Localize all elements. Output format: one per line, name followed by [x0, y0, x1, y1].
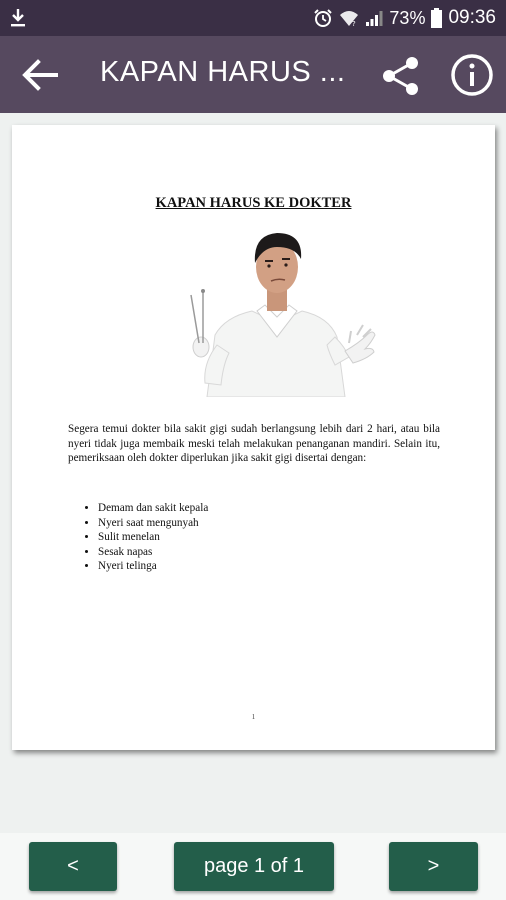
alarm-icon	[313, 8, 333, 28]
clock: 09:36	[448, 7, 496, 28]
symptom-list	[68, 501, 470, 574]
list-item: • Sulit menelan	[98, 530, 470, 545]
document-title: KAPAN HARUS KE DOKTER	[155, 195, 352, 211]
doctor-illustration	[177, 225, 377, 397]
pdf-viewer[interactable]	[0, 113, 506, 833]
app-bar	[0, 36, 506, 113]
list-item: • Demam dan sakit kepala	[98, 501, 470, 516]
info-icon[interactable]	[449, 52, 495, 98]
page-indicator-button[interactable]: page 1 of 1	[174, 842, 334, 891]
battery-percent: 73%	[389, 7, 426, 28]
battery-icon	[431, 8, 442, 28]
download-icon	[8, 6, 28, 30]
signal-icon	[365, 9, 383, 27]
list-item: • Nyeri telinga	[98, 559, 470, 574]
list-item: • Sesak napas	[98, 545, 470, 560]
bottom-navigation	[0, 833, 506, 900]
document-page	[12, 125, 495, 750]
page-title: KAPAN HARUS ...	[100, 56, 346, 88]
status-bar	[0, 0, 506, 36]
previous-page-button[interactable]: <	[29, 842, 117, 891]
back-arrow-icon[interactable]	[18, 54, 60, 96]
list-item: • Nyeri saat mengunyah	[98, 516, 470, 531]
next-page-button[interactable]: >	[389, 842, 478, 891]
share-icon[interactable]	[379, 54, 423, 98]
svg-text:?: ?	[352, 20, 357, 27]
document-page-number: 1	[251, 713, 256, 721]
wifi-icon	[339, 9, 359, 27]
document-paragraph: Segera temui dokter bila sakit gigi sudah berlangsung lebih dari 2 hari, atau bila nyeri tidak juga membaik meski telah melakukan penanganan mandiri. Selain itu, pemeriksaan oleh dokter diperlukan jika sakit gigi disertai dengan:	[68, 423, 440, 464]
